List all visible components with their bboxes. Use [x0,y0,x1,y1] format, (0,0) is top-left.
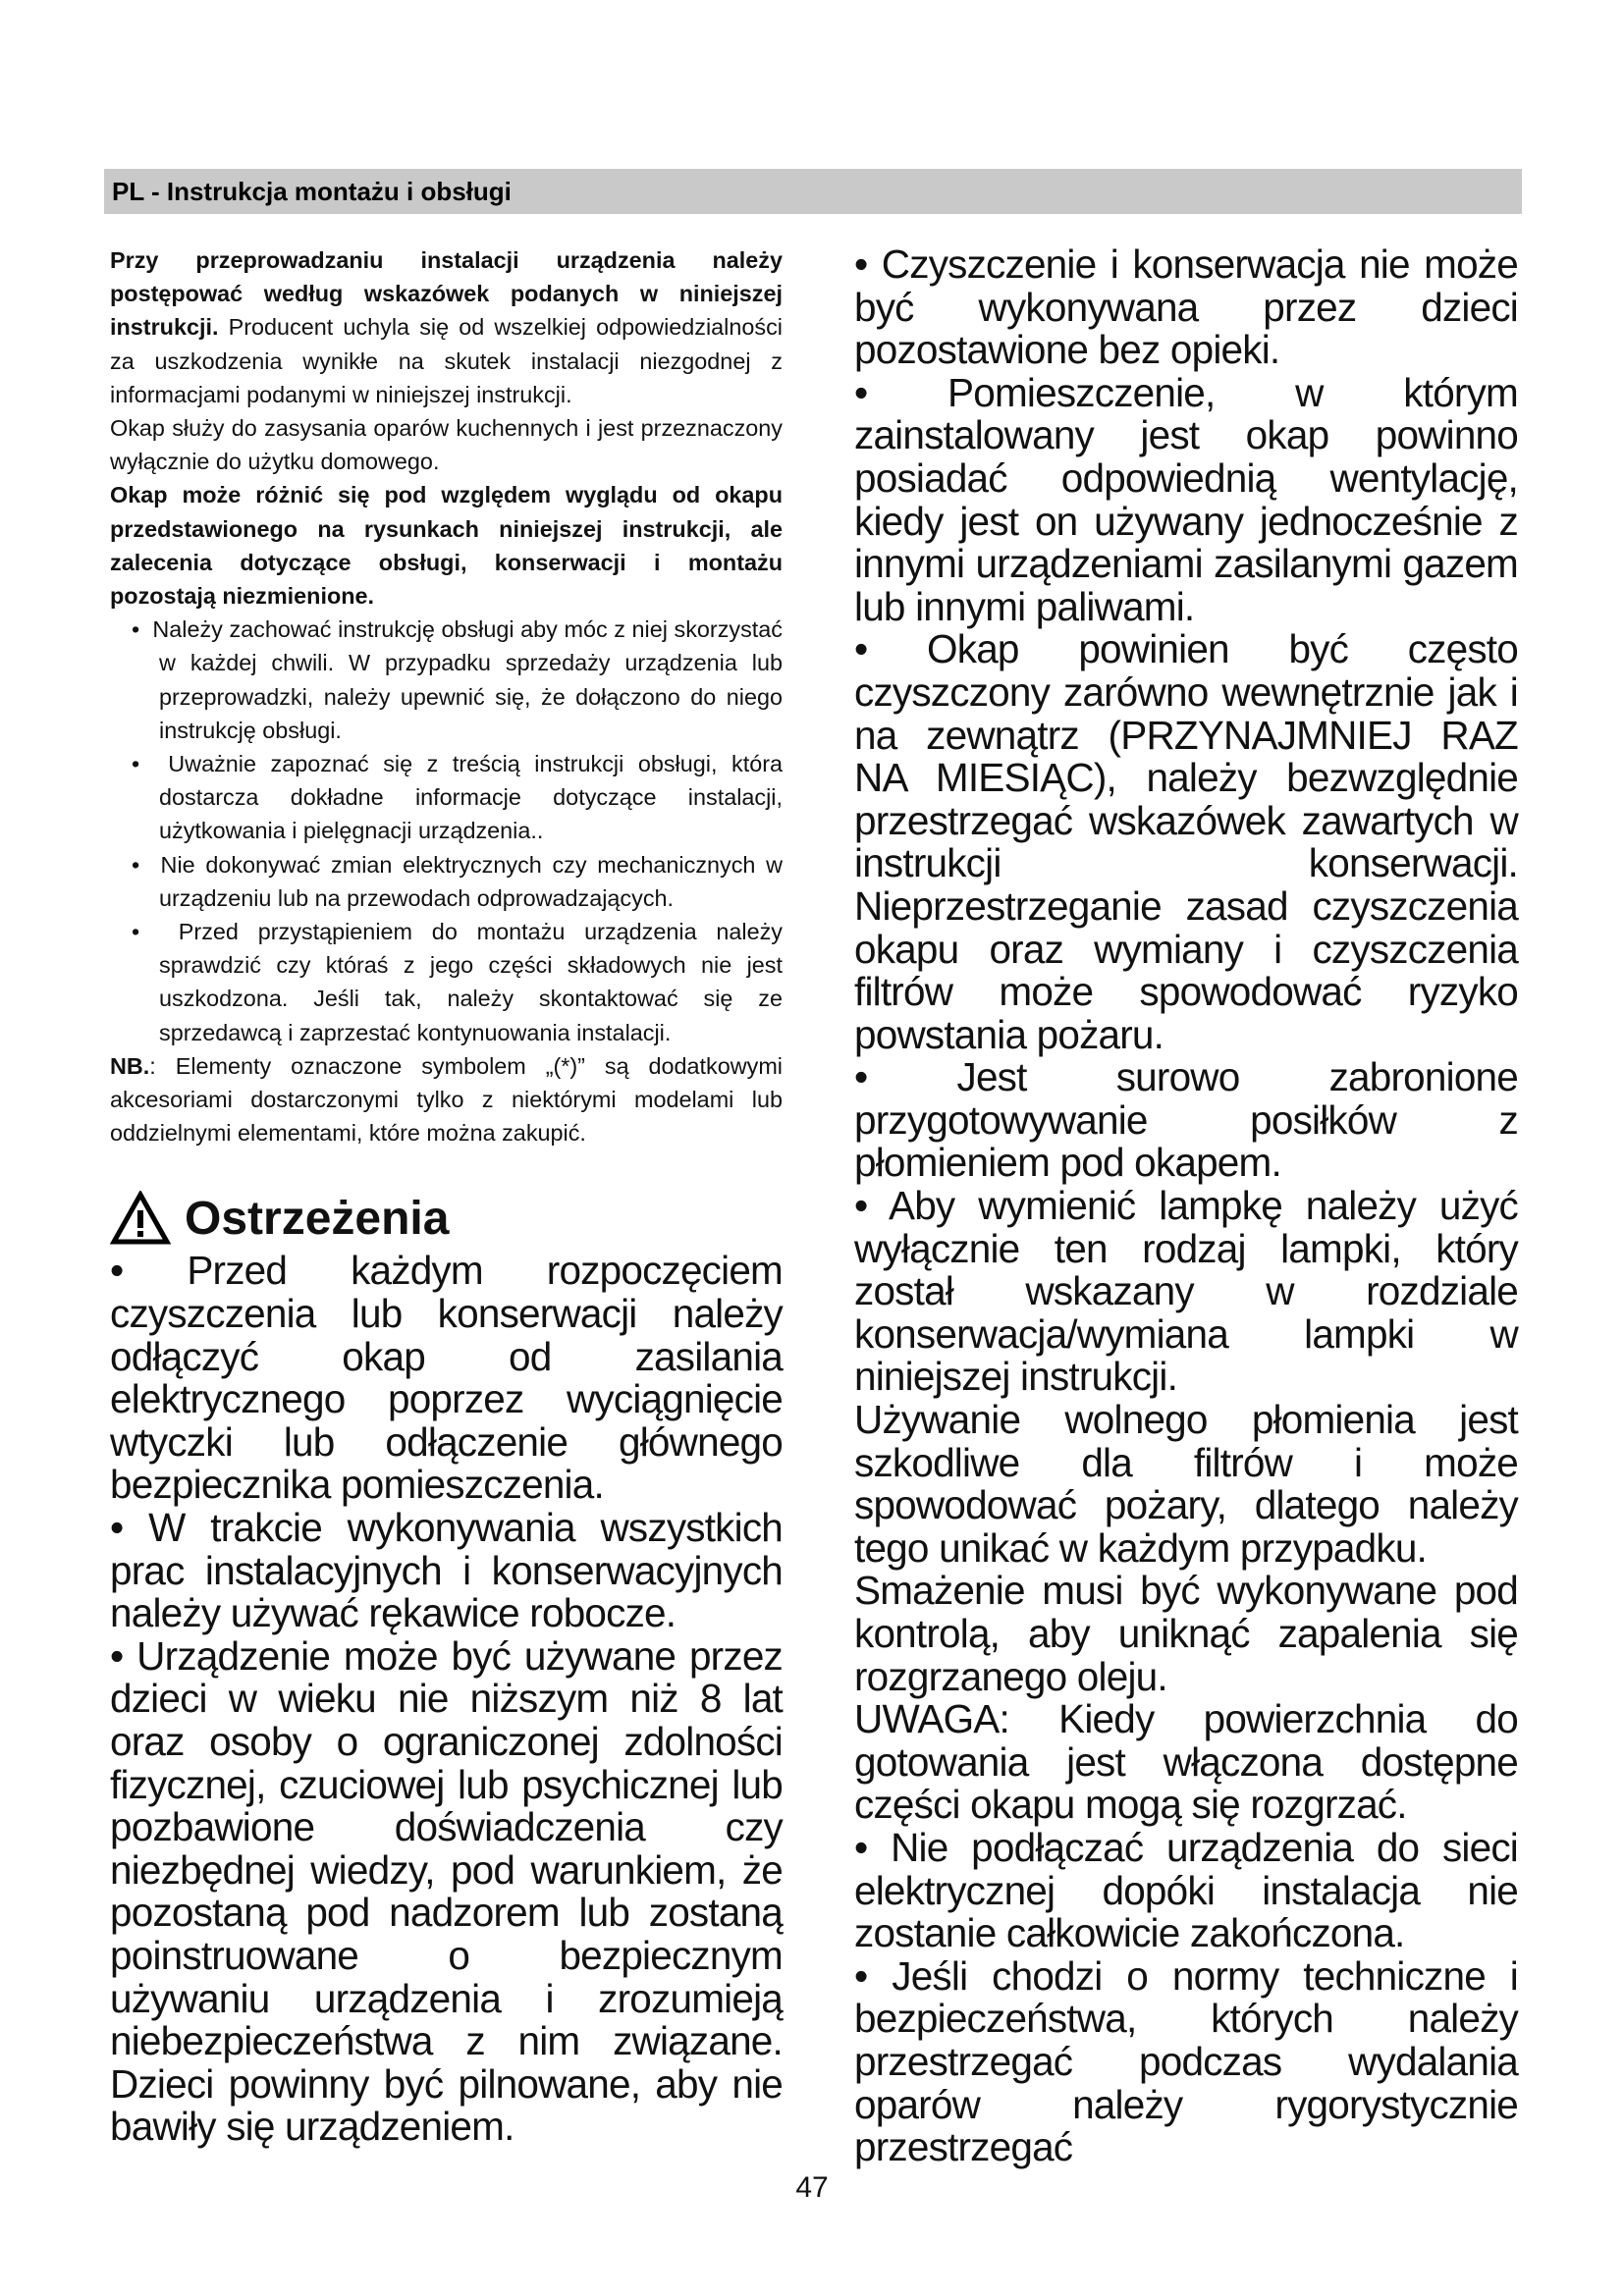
warnings-title: Ostrzeżenia [185,1192,450,1245]
warning-paragraph: • Urządzenie może być używane przez dzieci w wieku nie niższym niż 8 lat oraz osoby o ograniczonej zdolności fizycznej, czuciowej lub psychicznej lub pozbawione doświadczenia czy niezbędnej wiedzy, pod warunkiem, że pozostaną pod nadzorem lub zostaną poinstruowane o bezpiecznym używaniu urządzenia i zrozumieją niebezpieczeństwa z nim związane. Dzieci powinny być pilnowane, aby nie bawiły się urządzeniem. [110,1632,783,2150]
warning-paragraph: UWAGA: Kiedy powierzchnia do gotowania jest włączona dostępne części okapu mogą się rozgrzać. [854,1696,1518,1828]
intro-paragraph-3 [110,478,783,613]
list-item: • Uważnie zapoznać się z treścią instrukcji obsługi, która dostarcza dokładne informacje dotyczące instalacji, użytkowania i pielęgnacji urządzenia.. [132,751,784,844]
warning-paragraph: • Jeśli chodzi o normy techniczne i bezpieczeństwa, których należy przestrzegać podczas wydalania oparów należy rygorystycznie przestrzegać [854,1952,1518,2170]
warning-paragraph: • Czyszczenie i konserwacja nie może być wykonywana przez dzieci pozostawione bez opieki. [854,241,1518,373]
intro-paragraph-2: Okap służy do zasysania oparów kuchennych i jest przeznaczony wyłącznie do użytku domowego. [110,415,783,475]
note-text: Uważnie zapoznać się z treścią instrukcji obsługi, która dostarcza dokładne informacje dotyczące instalacji, użytkowania i pielęgnacji urządzenia.. [159,751,784,844]
intro-bold-note: Okap może różnić się pod względem wyglądu od okapu przedstawionego na rysunkach niniejszej instrukcji, ale zalecenia dotyczące obsługi, konserwacji i montażu pozostają niezmienione. [110,482,783,610]
intro-paragraph-1 [110,243,783,411]
page-title: PL - Instrukcja montażu i obsługi [112,177,512,206]
note-text: Nie dokonywać zmian elektrycznych czy mechanicznych w urządzeniu lub na przewodach odprowadzających. [159,851,783,911]
left-column [110,243,783,2149]
header-bar [104,169,1522,214]
warning-paragraph: • W trakcie wykonywania wszystkich prac instalacyjnych i konserwacyjnych należy używać rękawice robocze. [110,1505,783,1636]
warning-paragraph: • Nie podłączać urządzenia do sieci elektrycznej dopóki instalacja nie zostanie całkowicie zakończona. [854,1824,1518,1956]
instruction-notes-list [110,613,783,1049]
warning-paragraph: • Jest surowo zabronione przygotowywanie posiłków z płomieniem pod okapem. [854,1054,1518,1186]
warnings-heading [110,1187,783,1250]
warning-paragraph: • Okap powinien być często czyszczony zarówno wewnętrznie jak i na zewnątrz (PRZYNAJMNIEJ RAZ NA MIESIĄC), należy bezwzględnie przestrzegać wskazówek zawartych w instrukcji konserwacji. Nieprzestrzeganie zasad czyszczenia okapu oraz wymiany i czyszczenia filtrów może spowodować ryzyko powstania pożaru. [854,626,1518,1057]
warning-triangle-icon [110,1191,171,1246]
nb-paragraph [110,1049,783,1150]
note-text: Należy zachować instrukcję obsługi aby móc z niej skorzystać w każdej chwili. W przypadku sprzedaży urządzenia lub przeprowadzki, należy upewnić się, że dołączono do niego instrukcję obsługi. [152,616,784,743]
warning-paragraph: Smażenie musi być wykonywane pod kontrolą, aby uniknąć zapalenia się rozgrzanego oleju. [854,1568,1518,1699]
warning-paragraph: • Pomieszczenie, w którym zainstalowany jest okap powinno posiadać odpowiednią wentylację, kiedy jest on używany jednocześnie z innymi urządzeniami zasilanymi gazem lub innymi paliwami. [854,369,1518,629]
nb-text: : Elementy oznaczone symbolem „(*)” są dodatkowymi akcesoriami dostarczonymi tylko z niektórymi modelami lub oddzielnymi elementami, które można zakupić. [110,1052,783,1147]
nb-label: NB. [110,1052,150,1079]
list-item: • Nie dokonywać zmian elektrycznych czy mechanicznych w urządzeniu lub na przewodach odprowadzających. [132,851,783,911]
note-text: Przed przystąpieniem do montażu urządzenia należy sprawdzić czy któraś z jego części składowych nie jest uszkodzona. Jeśli tak, należy skontaktować się ze sprzedawcą i zaprzestać kontynuowania instalacji. [159,919,783,1045]
warning-paragraph: • Aby wymienić lampkę należy użyć wyłącznie ten rodzaj lampki, który został wskazany w rozdziale konserwacja/wymiana lampki w niniejszej instrukcji. [854,1183,1518,1400]
page-number: 47 [795,2171,829,2204]
intro-regular-text: Producent uchyla się od wszelkiej odpowiedzialności za uszkodzenia wynikłe na skutek instalacji niezgodnej z informacjami podanymi w niniejszej instrukcji. [110,314,783,407]
intro-bold-text: Przy przeprowadzaniu instalacji urządzenia należy postępować według wskazówek podanych w niniejszej instrukcji. [110,247,783,341]
list-item: • Przed przystąpieniem do montażu urządzenia należy sprawdzić czy któraś z jego części składowych nie jest uszkodzona. Jeśli tak, należy skontaktować się ze sprzedawcą i zaprzestać kontynuowania instalacji. [132,919,783,1045]
warning-paragraph: • Przed każdym rozpoczęciem czyszczenia lub konserwacji należy odłączyć okap od zasilania elektrycznego poprzez wyciągnięcie wtyczki lub odłączenie głównego bezpiecznika pomieszczenia. [110,1248,783,1508]
list-item: • Należy zachować instrukcję obsługi aby móc z niej skorzystać w każdej chwili. W przypadku sprzedaży urządzenia lub przeprowadzki, należy upewnić się, że dołączono do niego instrukcję obsługi. [132,616,784,743]
right-column [854,243,1518,2169]
warning-paragraph: Używanie wolnego płomienia jest szkodliwe dla filtrów i może spowodować pożary, dlatego należy tego unikać w każdym przypadku. [854,1397,1518,1571]
